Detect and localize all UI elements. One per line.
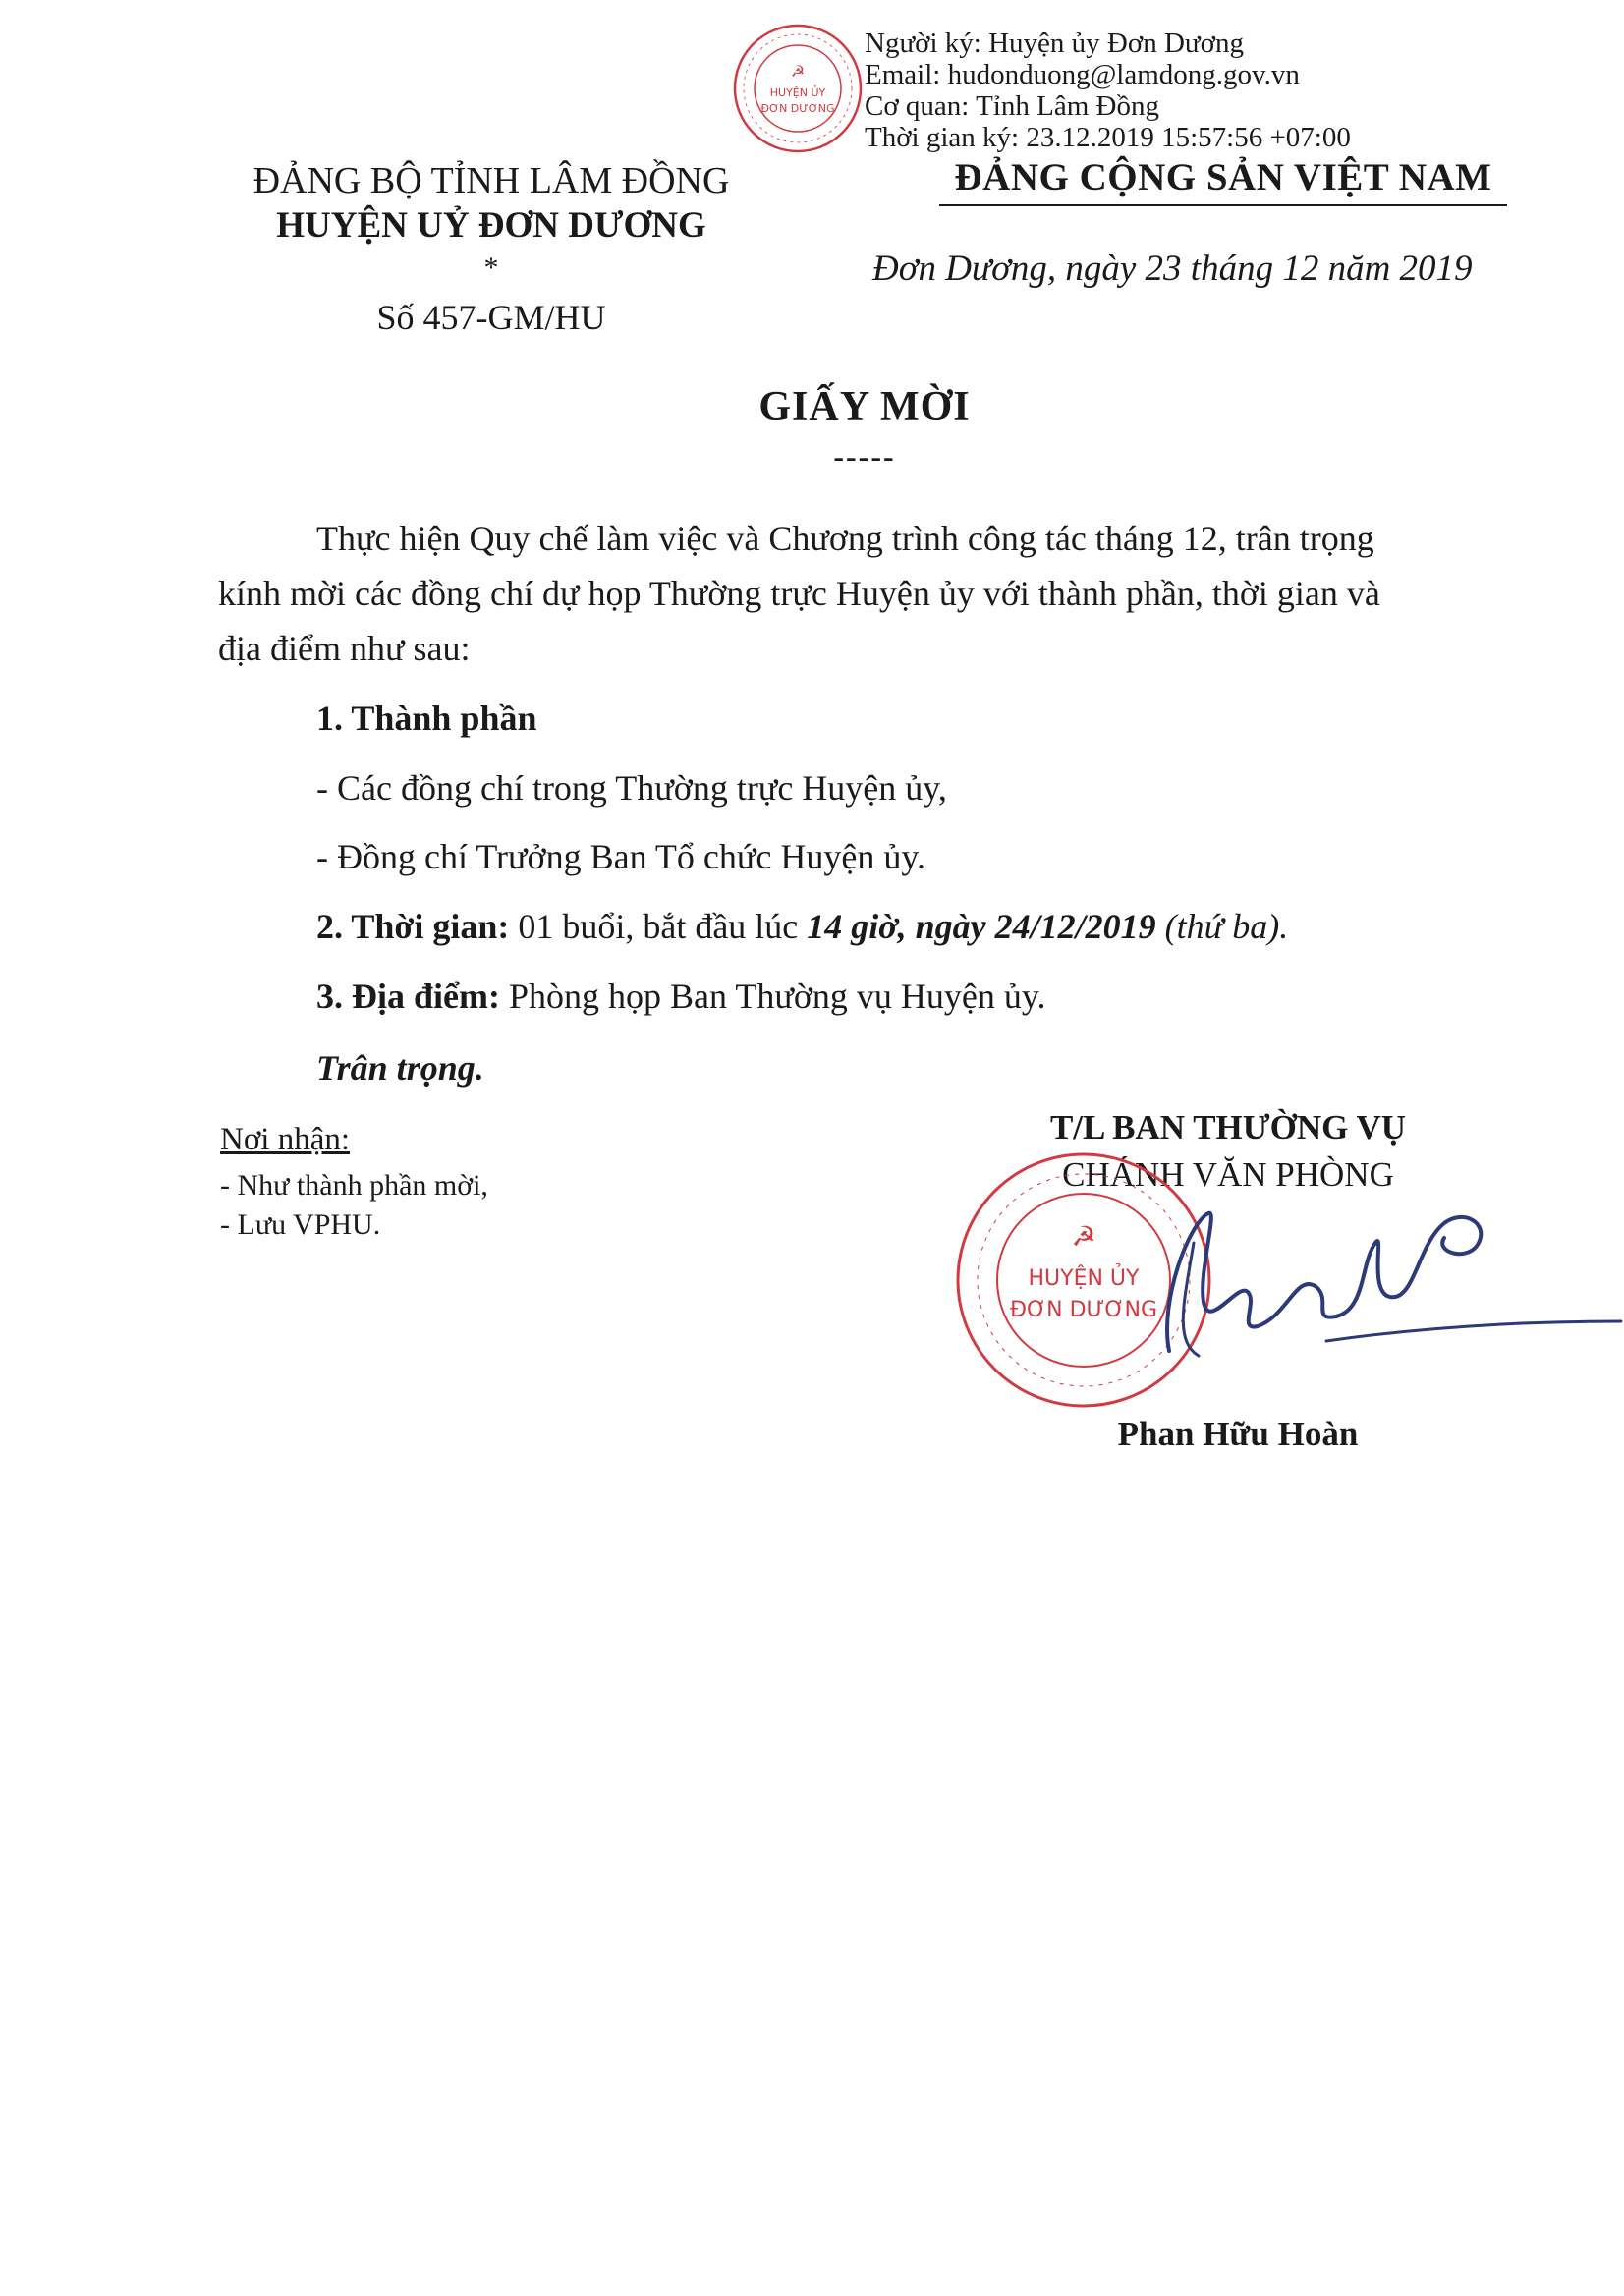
digital-signature-info	[865, 28, 1351, 153]
signatory-name: Phan Hữu Hoàn	[1117, 1415, 1359, 1453]
title-dashes: -----	[833, 438, 896, 474]
signatory-on-behalf: T/L BAN THƯỜNG VỤ	[1049, 1108, 1407, 1147]
closing-phrase: Trân trọng.	[316, 1048, 484, 1088]
org-name: HUYỆN UỶ ĐƠN DƯƠNG	[276, 205, 706, 246]
section-3-location	[316, 976, 1046, 1017]
email-line: Email: hudonduong@lamdong.gov.vn	[865, 59, 1300, 90]
participant-item: - Các đồng chí trong Thường trực Huyện ủy,	[316, 768, 947, 808]
svg-text:ĐƠN DƯƠNG: ĐƠN DƯƠNG	[760, 102, 835, 115]
intro-line-2: kính mời các đồng chí dự họp Thường trực Huyện ủy với thành phần, thời gian và	[218, 574, 1380, 613]
svg-text:HUYỆN ỦY: HUYỆN ỦY	[769, 86, 826, 99]
signatory-position: CHÁNH VĂN PHÒNG	[1062, 1155, 1394, 1194]
signer-line: Người ký: Huyện ủy Đơn Dương	[865, 28, 1244, 59]
participant-item: - Đồng chí Trưởng Ban Tổ chức Huyện ủy.	[316, 837, 926, 876]
section-3-label: 3. Địa điểm:	[316, 977, 500, 1016]
section-2-text: 01 buổi, bắt đầu lúc	[509, 907, 808, 946]
party-name: ĐẢNG CỘNG SẢN VIỆT NAM	[954, 156, 1492, 198]
intro-line-1: Thực hiện Quy chế làm việc và Chương trình công tác tháng 12, trân trọng	[316, 519, 1374, 558]
section-2-label: 2. Thời gian:	[316, 907, 510, 946]
recipient-item: - Như thành phần mời,	[220, 1169, 488, 1202]
meeting-time: 14 giờ, ngày 24/12/2019	[807, 907, 1156, 946]
agency-line: Cơ quan: Tỉnh Lâm Đồng	[865, 90, 1159, 122]
section-2-time	[316, 906, 1288, 947]
svg-text:ĐƠN DƯƠNG: ĐƠN DƯƠNG	[1010, 1298, 1157, 1322]
section-1-heading: 1. Thành phần	[316, 699, 537, 738]
intro-line-3: địa điểm như sau:	[218, 629, 471, 668]
svg-text:☭: ☭	[790, 62, 806, 81]
header-star: *	[483, 252, 499, 284]
signed-time-line: Thời gian ký: 23.12.2019 15:57:56 +07:00	[865, 122, 1351, 153]
recipient-item: - Lưu VPHU.	[220, 1208, 381, 1241]
section-3-text: Phòng họp Ban Thường vụ Huyện ủy.	[499, 977, 1046, 1016]
document-number: Số 457-GM/HU	[376, 298, 606, 337]
digital-signature-stamp	[729, 20, 867, 157]
svg-text:HUYỆN ỦY: HUYỆN ỦY	[1028, 1266, 1140, 1291]
org-parent: ĐẢNG BỘ TỈNH LÂM ĐỒNG	[252, 160, 730, 201]
meeting-day: (thứ ba).	[1155, 907, 1289, 946]
recipients-heading: Nơi nhận:	[220, 1122, 351, 1157]
handwritten-signature	[1100, 1184, 1624, 1390]
svg-text:☭: ☭	[1071, 1220, 1096, 1253]
document-title: GIẤY MỜI	[758, 384, 971, 429]
party-name-underline	[939, 204, 1507, 206]
place-date: Đơn Dương, ngày 23 tháng 12 năm 2019	[872, 249, 1473, 289]
